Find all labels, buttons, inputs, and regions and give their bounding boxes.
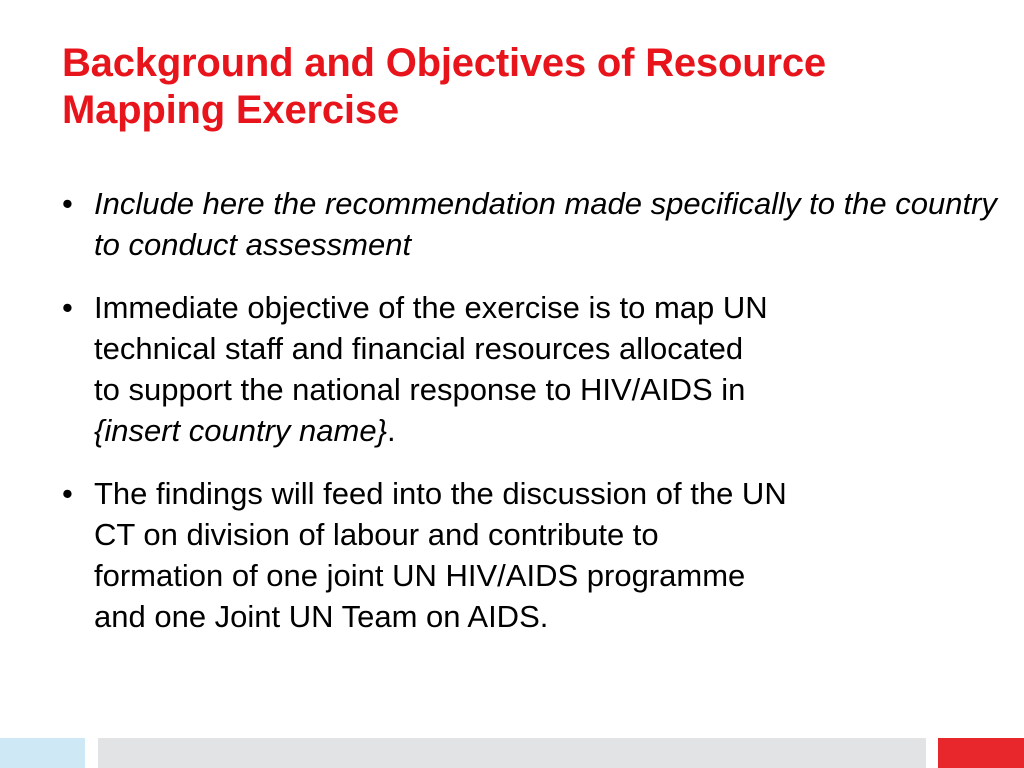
country-name-placeholder: {insert country name}: [94, 413, 387, 448]
bullet-text-objective-end: .: [386, 413, 396, 448]
bullet-text-objective-2: technical staff and financial resources allocated: [94, 331, 744, 366]
footer-bar-right: [938, 738, 1024, 768]
title-line-2: Mapping Exercise: [62, 88, 399, 132]
bullet-list: [62, 183, 1002, 659]
bullet-text-recommendation: Include here the recommendation made specifically to the country to conduct assessment: [94, 186, 997, 262]
footer-bar-middle: [98, 738, 926, 768]
bullet-dot: •: [62, 476, 73, 511]
bullet-text-findings-3: formation of one joint UN HIV/AIDS programme: [94, 558, 746, 593]
footer-bar-left: [0, 738, 85, 768]
bullet-item-recommendation: [62, 183, 1002, 265]
bullet-text-findings-2: CT on division of labour and contribute to: [94, 517, 659, 552]
bullet-text-findings-1: The findings will feed into the discussion of the UN: [94, 476, 787, 511]
bullet-dot: •: [62, 186, 73, 221]
bullet-text-objective-1: Immediate objective of the exercise is to map UN: [94, 290, 768, 325]
bullet-text-objective-3: to support the national response to HIV/AIDS in: [94, 372, 746, 407]
bullet-text-findings-4: and one Joint UN Team on AIDS.: [94, 599, 549, 634]
bullet-dot: •: [62, 290, 73, 325]
bullet-item-findings: [62, 473, 1002, 637]
title-line-1: Background and Objectives of Resource: [62, 41, 826, 85]
bullet-item-objective: [62, 287, 1002, 451]
slide-title: [62, 40, 982, 134]
